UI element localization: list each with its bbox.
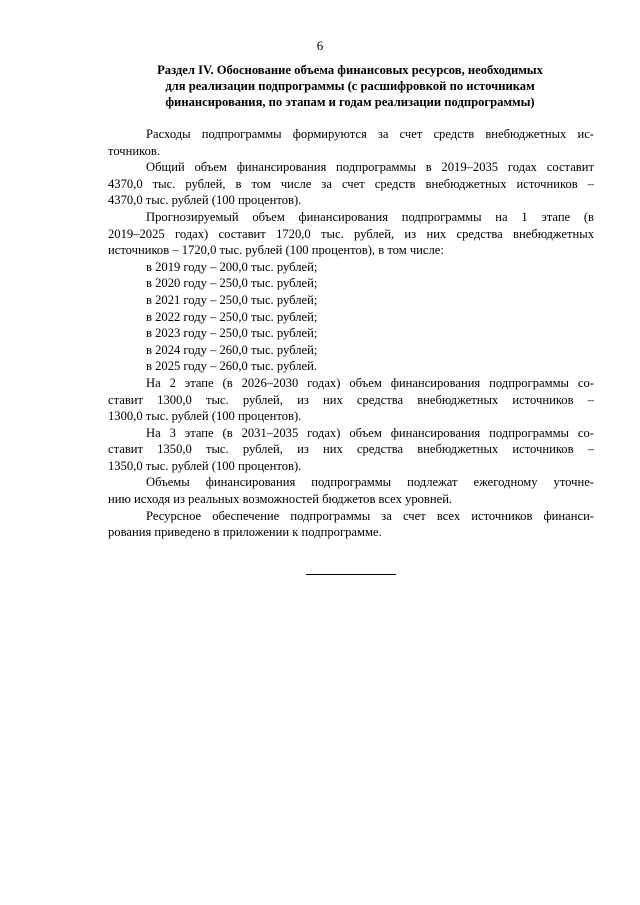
paragraph-line: ставит 1350,0 тыс. рублей, из них средства внебюджетных источников – [108,442,594,457]
paragraph-line: Объемы финансирования подпрограммы подлежат ежегодному уточне- [146,475,594,490]
paragraph-line: Ресурсное обеспечение подпрограммы за счет всех источников финанси- [146,508,594,523]
paragraph-line: Общий объем финансирования подпрограммы в 2019–2035 годах составит [146,160,594,175]
paragraph-line: ставит 1300,0 тыс. рублей, из них средства внебюджетных источников – [108,392,594,407]
list-item: в 2022 году – 250,0 тыс. рублей; [146,309,318,324]
paragraph-line: На 3 этапе (в 2031–2035 годах) объем финансирования подпрограммы со- [146,425,594,440]
paragraph-line: нию исходя из реальных возможностей бюджетов всех уровней. [108,492,453,507]
paragraph-line: 1300,0 тыс. рублей (100 процентов). [108,409,302,424]
list-item: в 2020 году – 250,0 тыс. рублей; [146,276,318,291]
paragraph-line: На 2 этапе (в 2026–2030 годах) объем финансирования подпрограммы со- [146,375,594,390]
section-heading-line: финансирования, по этапам и годам реализации подпрограммы) [165,95,535,109]
closing-divider [306,574,396,575]
section-heading-line: Раздел IV. Обоснование объема финансовых ресурсов, необходимых [157,63,543,77]
paragraph-line: Прогнозируемый объем финансирования подпрограммы на 1 этапе (в [146,209,594,224]
section-heading-line: для реализации подпрограммы (с расшифровкой по источникам [165,79,535,93]
paragraph-line: точников. [108,143,160,158]
paragraph-line: рования приведено в приложении к подпрограмме. [108,525,382,540]
section-heading [108,62,592,110]
paragraph-line: Расходы подпрограммы формируются за счет средств внебюджетных ис- [146,127,594,141]
list-item: в 2021 году – 250,0 тыс. рублей; [146,292,318,307]
paragraph-line: источников – 1720,0 тыс. рублей (100 процентов), в том числе: [108,243,444,258]
page-number: 6 [316,38,324,53]
list-item: в 2024 году – 260,0 тыс. рублей; [146,342,318,357]
paragraph-line: 4370,0 тыс. рублей, в том числе за счет средств внебюджетных источников – [108,176,594,191]
body-text [108,126,594,541]
paragraph-line: 2019–2025 годах) составит 1720,0 тыс. рублей, из них средства внебюджетных [108,226,594,241]
paragraph-line: 4370,0 тыс. рублей (100 процентов). [108,193,302,208]
list-item: в 2025 году – 260,0 тыс. рублей. [146,359,317,374]
list-item: в 2023 году – 250,0 тыс. рублей; [146,326,318,341]
paragraph-line: 1350,0 тыс. рублей (100 процентов). [108,458,302,473]
list-item: в 2019 году – 200,0 тыс. рублей; [146,259,318,274]
